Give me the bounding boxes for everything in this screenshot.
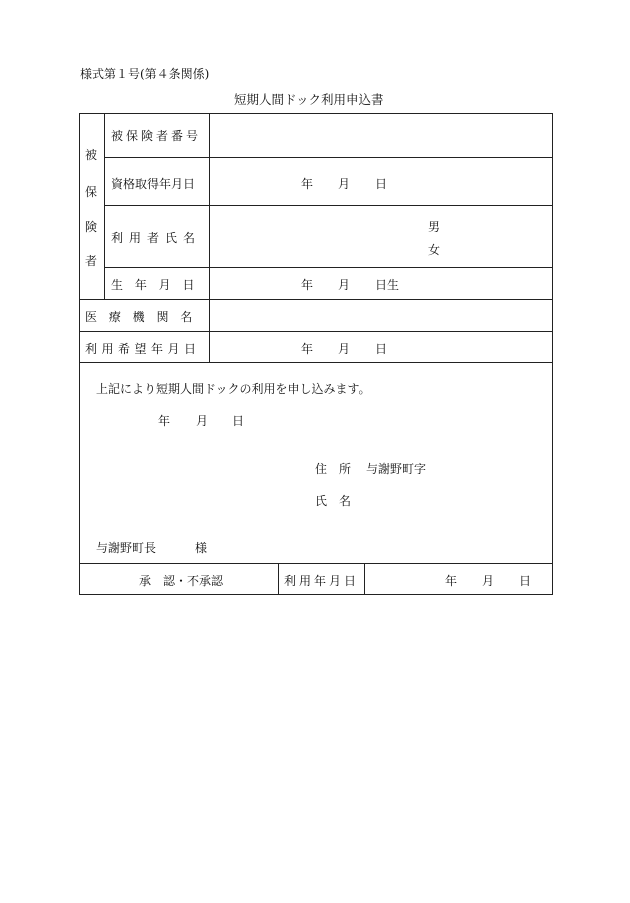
insured-char-1: 被 <box>85 148 98 162</box>
use-day: 日 <box>519 574 532 588</box>
birth-month: 月 <box>338 278 351 292</box>
form-number: 様式第１号(第４条関係) <box>80 67 210 81</box>
use-date-label: 利用年月日 <box>284 574 360 588</box>
application-year: 年 <box>158 414 171 428</box>
qualification-date-label: 資格取得年月日 <box>111 177 196 191</box>
desired-month: 月 <box>338 342 351 356</box>
addressee: 与謝野町長 <box>96 541 157 555</box>
insured-number-label: 被保険者番号 <box>111 129 202 143</box>
birth-date-label: 生 年 月 日 <box>111 278 195 292</box>
address-field[interactable]: 与謝野町字 <box>366 462 427 476</box>
applicant-name-field[interactable] <box>366 492 536 510</box>
sex-option-male[interactable]: 男 <box>428 220 441 234</box>
use-year: 年 <box>445 574 458 588</box>
approval-label: 承 認・不承認 <box>139 574 224 588</box>
birth-year: 年 <box>301 278 314 292</box>
user-name-field[interactable] <box>214 229 414 247</box>
birth-day: 日生 <box>375 278 400 292</box>
insured-char-4: 者 <box>85 254 98 268</box>
qualification-year: 年 <box>301 177 314 191</box>
desired-day: 日 <box>375 342 388 356</box>
application-day: 日 <box>232 414 245 428</box>
form-title: 短期人間ドック利用申込書 <box>234 92 384 107</box>
insured-char-3: 険 <box>85 220 98 234</box>
insured-char-2: 保 <box>85 185 98 199</box>
qualification-month: 月 <box>338 177 351 191</box>
desired-date-label: 利用希望年月日 <box>85 342 201 356</box>
addressee-honorific: 様 <box>195 541 208 555</box>
medical-institution-field[interactable] <box>214 308 544 326</box>
address-label: 住 所 <box>315 462 352 476</box>
application-statement: 上記により短期人間ドックの利用を申し込みます。 <box>96 382 371 396</box>
use-month: 月 <box>482 574 495 588</box>
medical-institution-label: 医 療 機 関 名 <box>85 310 193 324</box>
applicant-name-label: 氏 名 <box>315 494 352 508</box>
user-name-label: 利用者氏名 <box>111 231 202 245</box>
application-month: 月 <box>196 414 209 428</box>
qualification-day: 日 <box>375 177 388 191</box>
desired-year: 年 <box>301 342 314 356</box>
sex-option-female[interactable]: 女 <box>428 243 441 257</box>
insured-number-field[interactable] <box>214 127 544 145</box>
